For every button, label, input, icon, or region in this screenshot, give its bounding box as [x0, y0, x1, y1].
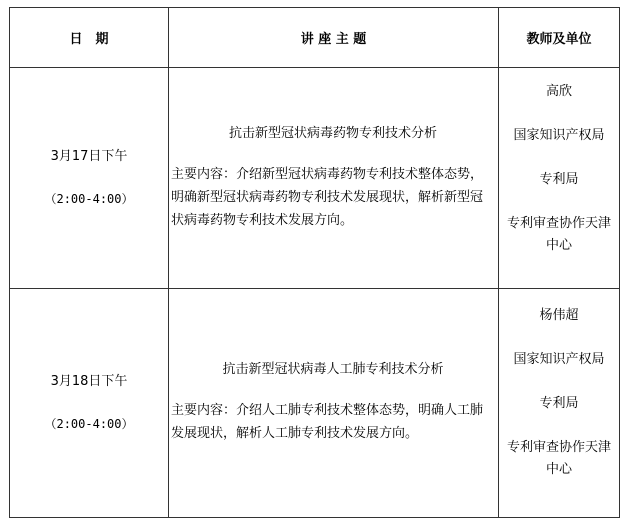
- lecture-content: 主要内容：介绍人工肺专利技术整体态势，明确人工肺发展现状，解析人工肺专利技术发展方向。: [171, 403, 484, 441]
- teacher-name: 高欣: [545, 84, 572, 99]
- teacher-name: 杨伟超: [539, 308, 579, 323]
- teacher-org-3-cont: 中心: [545, 238, 572, 253]
- table-header-row: [10, 8, 620, 68]
- teacher-org-1: 国家知识产权局: [513, 128, 605, 143]
- teacher-org-3-cont: 中心: [545, 462, 572, 477]
- date-cell: [10, 68, 169, 289]
- lecture-time: （2:00-4:00）: [44, 417, 134, 431]
- lecture-date: 3月18日下午: [50, 374, 128, 389]
- lecture-title: 抗击新型冠状病毒人工肺专利技术分析: [222, 362, 444, 377]
- lecture-date: 3月17日下午: [50, 149, 128, 164]
- teacher-org-2: 专利局: [539, 396, 579, 411]
- header-teacher: 教师及单位: [499, 8, 620, 68]
- lecture-title: 抗击新型冠状病毒药物专利技术分析: [228, 125, 437, 141]
- topic-cell: [169, 68, 499, 289]
- teacher-org-3: 专利审查协作天津: [506, 440, 611, 455]
- table-row: [10, 289, 620, 518]
- lecture-schedule-table: [9, 7, 620, 518]
- teacher-org-3: 专利审查协作天津: [506, 216, 611, 231]
- teacher-org-1: 国家知识产权局: [513, 352, 605, 367]
- lecture-time: （2:00-4:00）: [44, 192, 134, 206]
- teacher-org-2: 专利局: [539, 172, 579, 187]
- date-cell: [10, 289, 169, 518]
- header-date: 日 期: [10, 8, 169, 68]
- teacher-cell: [499, 289, 620, 518]
- table-row: [10, 68, 620, 289]
- header-topic: 讲 座 主 题: [169, 8, 499, 68]
- teacher-cell: [499, 68, 620, 289]
- lecture-content: 主要内容：介绍新型冠状病毒药物专利技术整体态势，明确新型冠状病毒药物专利技术发展现状，解析新型冠状病毒药物专利技术发展方向。: [171, 166, 484, 228]
- topic-cell: [169, 289, 499, 518]
